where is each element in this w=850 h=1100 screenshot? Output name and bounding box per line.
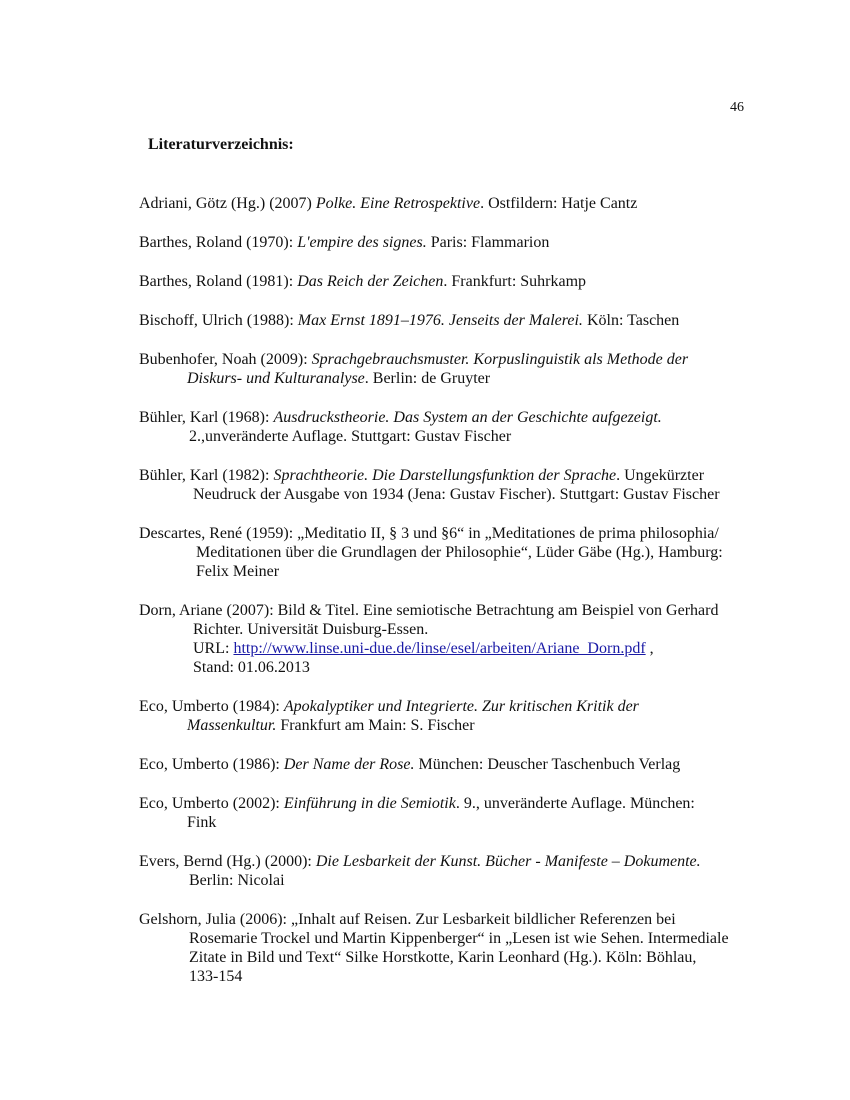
reference-author: Eco, Umberto (2002): — [139, 795, 284, 812]
reference-entry — [139, 852, 764, 890]
url-label: URL: — [193, 640, 234, 657]
reference-publisher: . 9., unveränderte Auflage. München: — [455, 795, 695, 812]
reference-entry — [139, 408, 764, 446]
reference-author: Barthes, Roland (1981): — [139, 273, 298, 290]
reference-publisher: Frankfurt am Main: S. Fischer — [276, 717, 475, 734]
reference-entry — [139, 194, 764, 213]
reference-continuation: Richter. Universität Duisburg-Essen. — [193, 621, 429, 638]
reference-entry — [139, 466, 764, 504]
reference-author: Barthes, Roland (1970): — [139, 234, 298, 251]
reference-entry — [139, 910, 764, 986]
reference-publisher: . Ostfildern: Hatje Cantz — [480, 195, 638, 212]
reference-continuation: Felix Meiner — [196, 563, 280, 580]
reference-publisher: . Frankfurt: Suhrkamp — [443, 273, 587, 290]
reference-publisher: Köln: Taschen — [582, 312, 680, 329]
reference-title: Die Lesbarkeit der Kunst. Bücher - Manifeste – Dokumente. — [315, 853, 701, 870]
reference-title: Sprachgebrauchsmuster. Korpuslinguistik als Methode der — [311, 351, 689, 368]
reference-continuation: Berlin: Nicolai — [189, 872, 285, 889]
reference-continuation — [139, 716, 764, 735]
reference-publisher: München: Deuscher Taschenbuch Verlag — [414, 756, 681, 773]
reference-entry — [139, 233, 764, 252]
reference-author: Eco, Umberto (1986): — [139, 756, 284, 773]
url-trailing: , — [645, 640, 654, 657]
reference-continuation: Zitate in Bild und Text“ Silke Horstkotte, Karin Leonhard (Hg.). Köln: Böhlau, — [189, 949, 697, 966]
reference-title: Einführung in die Semiotik — [283, 795, 456, 812]
reference-author: Bühler, Karl (1982): — [139, 467, 274, 484]
reference-author: Bühler, Karl (1968): — [139, 409, 274, 426]
reference-line: Dorn, Ariane (2007): Bild & Titel. Eine semiotische Betrachtung am Beispiel von Gerhard — [139, 602, 719, 619]
reference-author: Bubenhofer, Noah (2009): — [139, 351, 312, 368]
reference-continuation: Neudruck der Ausgabe von 1934 (Jena: Gustav Fischer). Stuttgart: Gustav Fischer — [193, 486, 720, 503]
reference-continuation: Rosemarie Trockel und Martin Kippenberger“ in „Lesen ist wie Sehen. Intermediale — [189, 930, 729, 947]
reference-publisher: Paris: Flammarion — [426, 234, 550, 251]
reference-entry — [139, 311, 764, 330]
reference-title: Der Name der Rose. — [283, 756, 415, 773]
reference-publisher: . Ungekürzter — [616, 467, 705, 484]
reference-continuation: Fink — [187, 814, 217, 831]
reference-url-link[interactable]: http://www.linse.uni-due.de/linse/esel/arbeiten/Ariane_Dorn.pdf — [233, 640, 646, 657]
reference-line: Descartes, René (1959): „Meditatio II, § 3 und §6“ in „Meditationes de prima philosophia/ — [139, 525, 719, 542]
reference-title: Das Reich der Zeichen — [297, 273, 444, 290]
reference-entry — [139, 601, 764, 677]
reference-entry — [139, 697, 764, 735]
reference-entry — [139, 524, 764, 581]
reference-author: Eco, Umberto (1984): — [139, 698, 284, 715]
reference-title: Polke. Eine Retrospektive — [315, 195, 481, 212]
reference-publisher: . Berlin: de Gruyter — [364, 370, 491, 387]
reference-title-continued: Diskurs- und Kulturanalyse — [187, 370, 365, 387]
reference-title: L'empire des signes. — [297, 234, 427, 251]
reference-continuation: 133-154 — [189, 968, 243, 985]
reference-title: Ausdruckstheorie. Das System an der Geschichte aufgezeigt. — [273, 409, 662, 426]
reference-continuation: Meditationen über die Grundlagen der Philosophie“, Lüder Gäbe (Hg.), Hamburg: — [196, 544, 723, 561]
bibliography-list — [139, 194, 764, 1006]
reference-url-line — [139, 639, 764, 658]
reference-continuation — [139, 369, 764, 388]
page-number: 46 — [730, 100, 744, 115]
reference-title: Apokalyptiker und Integrierte. Zur kritischen Kritik der — [283, 698, 639, 715]
reference-entry — [139, 350, 764, 388]
reference-author: Bischoff, Ulrich (1988): — [139, 312, 298, 329]
reference-title-continued: Massenkultur. — [187, 717, 277, 734]
reference-line: Gelshorn, Julia (2006): „Inhalt auf Reisen. Zur Lesbarkeit bildlicher Referenzen bei — [139, 911, 676, 928]
page-title: Literaturverzeichnis: — [148, 136, 294, 153]
reference-entry — [139, 755, 764, 774]
reference-title: Max Ernst 1891–1976. Jenseits der Malerei. — [297, 312, 583, 329]
reference-entry — [139, 794, 764, 832]
reference-entry — [139, 272, 764, 291]
reference-continuation: 2.,unveränderte Auflage. Stuttgart: Gustav Fischer — [189, 428, 512, 445]
reference-continuation: Stand: 01.06.2013 — [193, 659, 310, 676]
reference-author: Adriani, Götz (Hg.) (2007) — [139, 195, 316, 212]
reference-author: Evers, Bernd (Hg.) (2000): — [139, 853, 316, 870]
reference-title: Sprachtheorie. Die Darstellungsfunktion der Sprache — [273, 467, 617, 484]
